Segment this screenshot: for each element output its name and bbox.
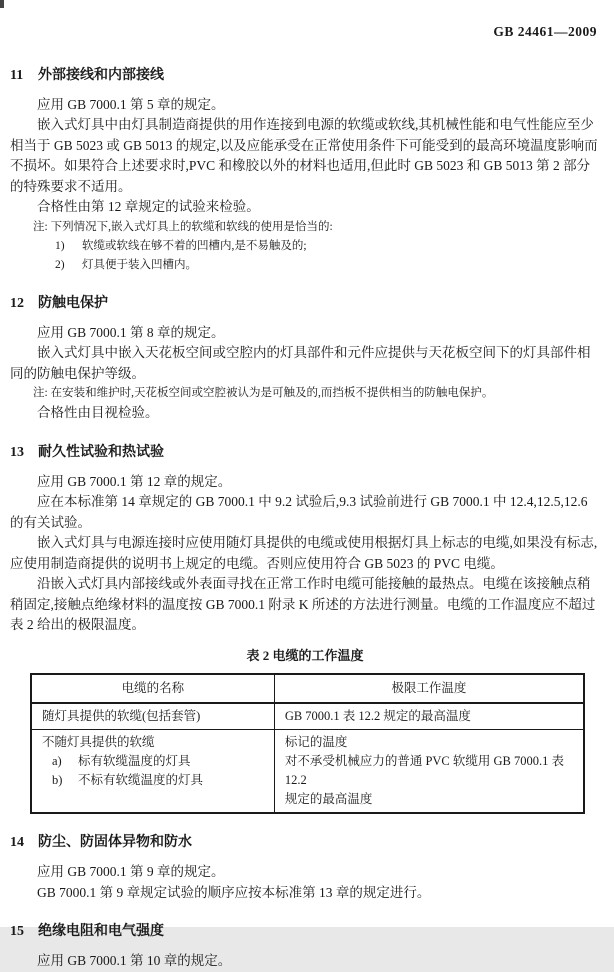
table-2-caption: 表 2 电缆的工作温度 [246,647,364,663]
section-12-paragraph-2: 嵌入式灯具中嵌入天花板空间或空腔内的灯具部件和元件应提供与天花板空间下的灯具部件相同的防触电保护等级。 [10,345,591,381]
section-11-paragraph-2: 嵌入式灯具中由灯具制造商提供的用作连接到电源的软缆或软线,其机械性能和电气性能应至少相当于 GB 5023 或 GB 5013 的规定,以及应能承受在正常使用条件下可能受到的最高环境温度影响而不损坏。如果符合上述要求时,PVC 和橡胶以外的材料也适用,但此时 GB 5023 和 GB 5013 第 2 部分的特殊要求不适用。 [10,117,598,194]
row2-cable-name-item-b [52,771,264,790]
section-11-title: 外部接线和内部接线 [38,67,164,83]
section-15-heading [10,923,600,941]
section-12-number: 12 [10,295,24,311]
table-cell-row1-limit-temp: GB 7000.1 表 12.2 规定的最高温度 [274,703,584,730]
section-11-paragraph-3: 合格性由第 12 章规定的试验来检验。 [37,199,260,214]
section-13-paragraph-1: 应用 GB 7000.1 第 12 章的规定。 [37,473,232,489]
section-15-title: 绝缘电阻和电气强度 [38,924,164,939]
section-11-paragraph-1: 应用 GB 7000.1 第 5 章的规定。 [37,96,225,112]
row2-limit-temp-line3: 规定的最高温度 [284,792,373,806]
item-b-number: b) [52,773,63,787]
section-11-list-item-2 [55,256,600,275]
section-12-title: 防触电保护 [38,295,108,311]
item-a-number: a) [52,754,62,768]
section-12-note: 注: 在安装和维护时,天花板空间或空腔被认为是可触及的,而挡板不提供相当的防触电保护。 [33,387,494,399]
list-item-2-number: 2) [55,258,65,271]
table-header-row [31,674,584,703]
section-13-number: 13 [10,444,24,460]
section-11-list-item-1 [55,237,600,256]
item-a-text: 标有软缆温度的灯具 [78,754,191,768]
section-14-number: 14 [10,835,24,850]
section-14-heading [10,834,600,852]
list-item-1-text: 软缆或软线在够不着的凹槽内,是不易触及的; [82,239,307,252]
table-2-cable-working-temperature [30,673,585,814]
scan-edge-artifact [0,0,4,8]
section-14-paragraph-1: 应用 GB 7000.1 第 9 章的规定。 [37,864,225,879]
table-header-cable-name: 电缆的名称 [31,674,274,703]
table-cell-row2-limit-temp [274,730,584,814]
table-row [31,730,584,814]
table-header-limit-temperature: 极限工作温度 [274,674,584,703]
section-11-heading [10,67,600,85]
section-12-heading [10,295,600,313]
table-row [31,703,584,730]
list-item-2-text: 灯具便于装入凹槽内。 [82,258,197,271]
doc-number-header: GB 24461—2009 [493,24,597,39]
section-12-paragraph-1: 应用 GB 7000.1 第 8 章的规定。 [37,324,225,340]
section-14-title: 防尘、防固体异物和防水 [38,835,192,850]
section-13-heading [10,444,600,462]
row2-limit-temp-line1: 标记的温度 [284,735,348,749]
row2-limit-temp-line2: 对不承受机械应力的普通 PVC 软缆用 GB 7000.1 表 12.2 [284,754,564,787]
section-13-paragraph-4: 沿嵌入式灯具内部接线或外表面寻找在正常工作时电缆可能接触的最热点。电缆在该接触点稍稍固定,接触点绝缘材料的温度按 GB 7000.1 附录 K 所述的方法进行测量。电缆的工作温度应不超过表 2 给出的极限温度。 [10,576,596,632]
section-13-title: 耐久性试验和热试验 [38,444,164,460]
table-cell-row1-cable-name: 随灯具提供的软缆(包括套管) [31,703,274,730]
row2-cable-name-item-a [52,752,264,771]
list-item-1-number: 1) [55,239,65,252]
table-cell-row2-cable-name [31,730,274,814]
section-15-paragraph-1: 应用 GB 7000.1 第 10 章的规定。 [37,953,232,968]
section-13-paragraph-2: 应在本标准第 14 章规定的 GB 7000.1 中 9.2 试验后,9.3 试验前进行 GB 7000.1 中 12.4,12.5,12.6 的有关试验。 [10,494,588,530]
section-11-note: 注: 下列情况下,嵌入式灯具上的软缆和软线的使用是恰当的: [33,220,333,233]
section-11-number: 11 [10,67,24,83]
section-15-number: 15 [10,924,24,939]
section-13-paragraph-3: 嵌入式灯具与电源连接时应使用随灯具提供的电缆或使用根据灯具上标志的电缆,如果没有标志,应使用制造商提供的说明书上规定的电缆。否则应使用符合 GB 5023 的 PVC 电缆。 [10,535,598,571]
row2-cable-name-line1: 不随灯具提供的软缆 [42,735,155,749]
section-12-paragraph-3: 合格性由目视检验。 [37,405,159,420]
section-14-paragraph-2: GB 7000.1 第 9 章规定试验的顺序应按本标准第 13 章的规定进行。 [37,884,431,900]
item-b-text: 不标有软缆温度的灯具 [78,773,204,787]
